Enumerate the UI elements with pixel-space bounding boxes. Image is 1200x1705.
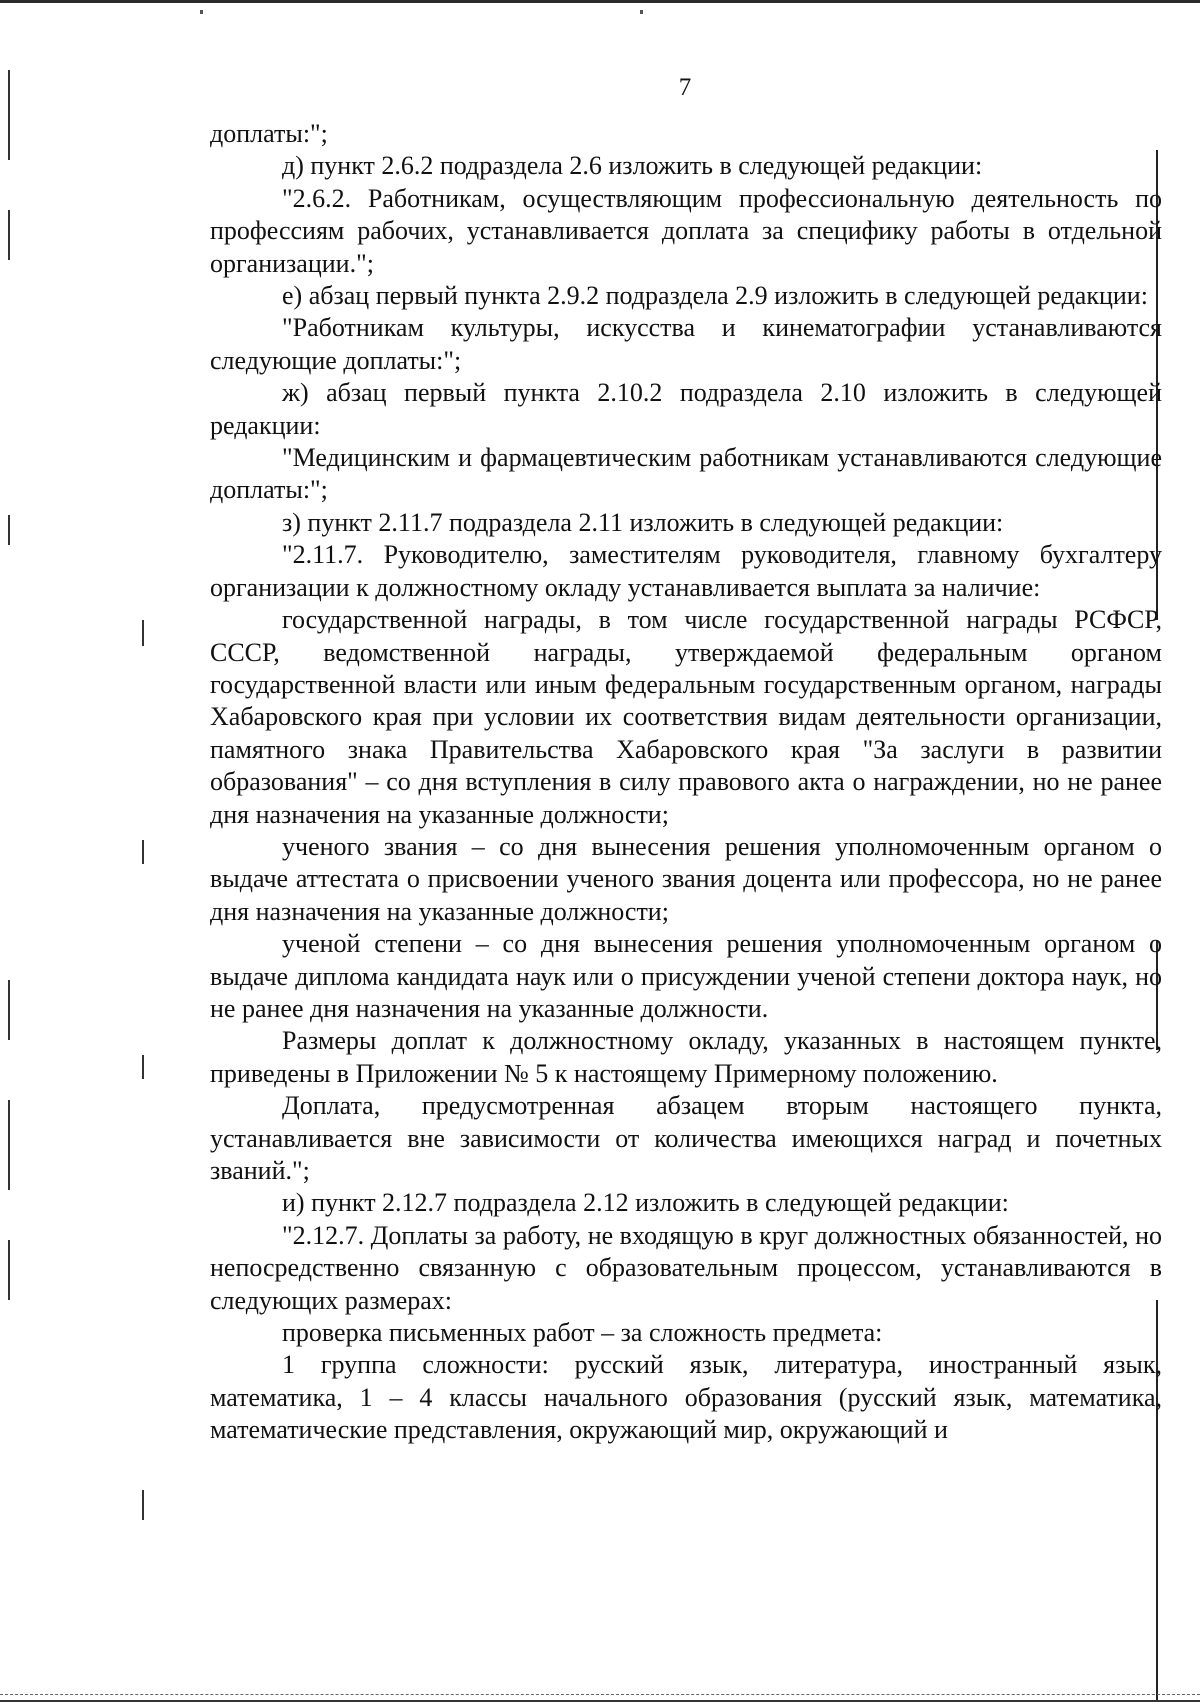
paragraph: ученого звания – со дня вынесения решения уполномоченным органом о выдаче аттестата о присвоении ученого звания доцента или профессора, но не ранее дня назначения на указанные должности; bbox=[210, 831, 1162, 926]
paragraph: "Работникам культуры, искусства и кинематографии устанавливаются следующие доплаты:"; bbox=[210, 313, 1162, 375]
paragraph: з) пункт 2.11.7 подраздела 2.11 изложить в следующей редакции: bbox=[282, 507, 1004, 537]
paragraph: "2.6.2. Работникам, осуществляющим профессиональную деятельность по профессиям рабочих, устанавливается доплата за специфику работы в отдельной организации."; bbox=[210, 183, 1162, 278]
scan-edge-mark bbox=[8, 210, 10, 260]
scan-edge-mark bbox=[8, 1100, 10, 1190]
paragraph: 1 группа сложности: русский язык, литература, иностранный язык, математика, 1 – 4 классы начального образования (русский язык, математика, математические представления, окружающий мир, окружающий и bbox=[210, 1350, 1162, 1445]
scan-edge-mark bbox=[142, 840, 144, 864]
paragraph: Размеры доплат к должностному окладу, указанных в настоящем пункте, приведены в Приложении № 5 к настоящему Примерному положению. bbox=[210, 1026, 1162, 1088]
scan-edge-mark bbox=[142, 1055, 144, 1079]
scan-edge-mark bbox=[8, 1240, 10, 1300]
paragraph: "2.11.7. Руководителю, заместителям руководителя, главному бухгалтеру организации к должностному окладу устанавливается выплата за наличие: bbox=[210, 540, 1162, 602]
paragraph: проверка письменных работ – за сложность предмета: bbox=[282, 1318, 883, 1348]
scan-edge-mark bbox=[142, 620, 144, 646]
paragraph: "2.12.7. Доплаты за работу, не входящую в круг должностных обязанностей, но непосредственно связанную с образовательным процессом, устанавливаются в следующих размерах: bbox=[210, 1220, 1162, 1315]
page-number: 7 bbox=[678, 74, 692, 101]
scan-edge-mark bbox=[142, 1490, 144, 1520]
document-body bbox=[210, 118, 1162, 1447]
scan-top-edge bbox=[0, 0, 1200, 3]
paragraph: и) пункт 2.12.7 подраздела 2.12 изложить в следующей редакции: bbox=[282, 1188, 1009, 1218]
paragraph: ученой степени – со дня вынесения решения уполномоченным органом о выдаче диплома кандидата наук или о присуждении ученой степени доктора наук, но не ранее дня назначения на указанные должности. bbox=[210, 929, 1162, 1023]
paragraph: д) пункт 2.6.2 подраздела 2.6 изложить в следующей редакции: bbox=[282, 151, 983, 181]
paragraph: "Медицинским и фармацевтическим работникам устанавливаются следующие доплаты:"; bbox=[210, 443, 1162, 505]
scan-tick bbox=[640, 10, 643, 14]
paragraph: доплаты:"; bbox=[210, 119, 328, 148]
paragraph: государственной награды, в том числе государственной награды РСФСР, СССР, ведомственной награды, утверждаемой федеральным органом государственной власти или иным федеральным государственным органом, награды Хабаровского края при условии их соответствия видам деятельности организации, памятного знака Правительства Хабаровского края "За заслуги в развитии образования" – со дня вступления в силу правового акта о награждении, но не ранее дня назначения на указанные должности; bbox=[210, 605, 1162, 829]
scan-bottom-edge bbox=[0, 1700, 1200, 1702]
paragraph: е) абзац первый пункта 2.9.2 подраздела 2.9 изложить в следующей редакции: bbox=[282, 281, 1148, 311]
paragraph: Доплата, предусмотренная абзацем вторым настоящего пункта, устанавливается вне зависимости от количества имеющихся наград и почетных званий."; bbox=[210, 1091, 1162, 1185]
scan-tick bbox=[200, 10, 203, 14]
paragraph: ж) абзац первый пункта 2.10.2 подраздела 2.10 изложить в следующей редакции: bbox=[210, 378, 1162, 440]
scan-bottom-dash bbox=[0, 1694, 1200, 1695]
scan-edge-mark bbox=[8, 980, 10, 1040]
scan-edge-mark bbox=[8, 515, 10, 545]
